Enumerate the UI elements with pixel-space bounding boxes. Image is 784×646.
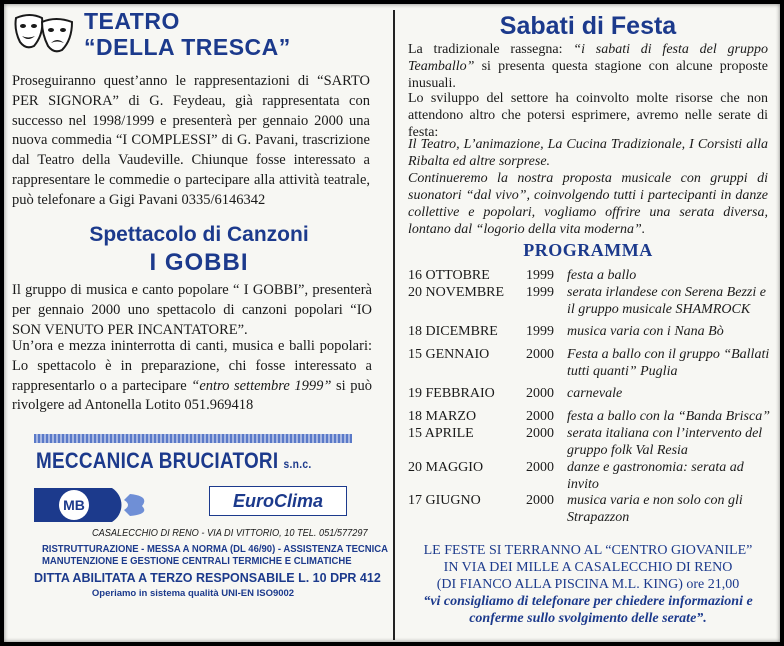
event-date: 18 DICEMBRE: [408, 324, 498, 339]
venue-advice: “vi consigliamo di telefonare per chiedere informazioni e conferme sullo svolgimento delle serate”.: [423, 594, 753, 626]
event-year: 2000: [526, 426, 554, 441]
sabati-paragraph-2: Lo sviluppo del settore ha coinvolto molte risorse che non attendono altro che potersi esprimere, avremo nelle serate di festa:: [408, 91, 768, 140]
teatro-title-line1: TEATRO: [84, 8, 180, 34]
teatro-body: Proseguiranno quest’anno le rappresentazioni di “SARTO PER SIGNORA” di G. Feydeau, già rappresentata con successo nel 1998/1999 e presenterà per gennaio 2000 una nuova commedia “I COMPLESSI” di G. Pavani, trascrizione dal Teatro della Vaudeville. Chiunque fosse interessato a rappresentare le commedie o partecipare alla attività teatrale, può telefonare a Gigi Pavani 0335/6146342: [12, 73, 370, 208]
venue-footer: [396, 542, 780, 627]
ad-line-3: DITTA ABILITATA A TERZO RESPONSABILE L. 10 DPR 412: [34, 571, 381, 585]
sabati-intro-start: La tradizionale rassegna:: [408, 42, 574, 57]
event-date: 20 NOVEMBRE: [408, 285, 505, 300]
sabati-paragraph-4: Continueremo la nostra proposta musicale con gruppi di suonatori “dal vivo”, coinvolgendo tutti i partecipanti in danze collettive e popolari, vogliamo offrire una serata diversa, lontano dal “logorio della vita moderna”.: [408, 171, 768, 237]
ad-company-suffix: s.n.c.: [283, 457, 312, 471]
event-date: 18 MARZO: [408, 409, 477, 424]
event-year: 2000: [526, 347, 554, 362]
sabati-paragraph-3: Il Teatro, L’animazione, La Cucina Tradizionale, I Corsisti alla Ribalta ed altre sorprese.: [408, 137, 768, 169]
ad-company: MECCANICA BRUCIATORI: [36, 448, 279, 473]
event-year: 2000: [526, 409, 554, 424]
canzoni-body-1: Il gruppo di musica e canto popolare “ I GOBBI”, presenterà per gennaio 2000 uno spettacolo di canzoni popolari “IO SON VENUTO PER INCANTATORE”.: [12, 282, 372, 338]
ad-company-name: [36, 448, 311, 474]
venue-line-3: (DI FIANCO ALLA PISCINA M.L. KING) ore 21,00: [436, 577, 740, 592]
event-year: 2000: [526, 493, 554, 508]
sabati-intro-italic: “i sabati di festa del gruppo Teamballo”: [408, 42, 768, 74]
event-year: 2000: [526, 386, 554, 401]
event-desc: serata irlandese con Serena Bezzi e il gruppo musicale SHAMROCK: [567, 285, 766, 317]
ad-line-4: Operiamo in sistema qualità UNI-EN ISO9002: [91, 588, 295, 599]
gobbi-title: I GOBBI: [149, 249, 249, 276]
canzoni-body-2-start: Un’ora e mezza ininterrotta di canti, musica e balli popolari: Lo spettacolo è in preparazione, chi fosse interessato a rappresentarlo o a partecipare: [12, 338, 372, 394]
mb-logo-icon: [34, 482, 154, 528]
canzoni-body-2-end: si può rivolgere ad Antonella Lotito 051.969418: [12, 377, 373, 414]
sabati-title: Sabati di Festa: [499, 12, 677, 40]
teatro-title: [84, 8, 291, 60]
event-desc: carnevale: [567, 386, 623, 401]
event-desc: musica varia e non solo con gli Strapazzon: [567, 493, 743, 525]
canzoni-body-2: [12, 337, 372, 416]
event-desc: danze e gastronomia: serata ad invito: [567, 460, 744, 492]
event-year: 1999: [526, 268, 554, 283]
programma-title: PROGRAMMA: [523, 240, 653, 260]
event-date: 15 GENNAIO: [408, 347, 490, 362]
ad-services: [34, 544, 389, 601]
event-date: 19 FEBBRAIO: [408, 386, 495, 401]
canzoni-title: Spettacolo di Canzoni: [89, 223, 309, 246]
column-divider: [393, 10, 395, 640]
event-date: 17 GIUGNO: [408, 493, 481, 508]
euroclima-logo: EuroClima: [209, 486, 347, 516]
venue-line-2: IN VIA DEI MILLE A CASALECCHIO DI RENO: [443, 560, 733, 575]
advertisement: [34, 434, 389, 604]
event-date: 15 APRILE: [408, 426, 474, 441]
sabati-intro: [408, 41, 768, 92]
event-year: 2000: [526, 460, 554, 475]
ad-line-2: MANUTENZIONE E GESTIONE CENTRALI TERMICHE E CLIMATICHE: [41, 556, 352, 567]
theater-masks-icon: [12, 12, 76, 56]
event-date: 20 MAGGIO: [408, 460, 484, 475]
teatro-title-line2: “DELLA TRESCA”: [84, 34, 291, 60]
event-date: 16 OTTOBRE: [408, 268, 490, 283]
ad-line-1: RISTRUTTURAZIONE - MESSA A NORMA (DL 46/90) - ASSISTENZA TECNICA: [41, 544, 389, 555]
event-desc: Festa a ballo con il gruppo “Ballati tutti quanti” Puglia: [567, 347, 770, 379]
event-year: 1999: [526, 285, 554, 300]
ad-address: CASALECCHIO DI RENO - VIA DI VITTORIO, 10 TEL. 051/577297: [92, 528, 368, 539]
event-desc: festa a ballo con la “Banda Brisca”: [567, 409, 770, 424]
ad-top-band: [34, 434, 352, 443]
sabati-intro-end: si presenta questa stagione con alcune proposte inusuali.: [408, 59, 768, 91]
mb-logo-letters: MB: [63, 497, 85, 513]
event-desc: serata italiana con l’intervento del gruppo folk Val Resia: [567, 426, 763, 458]
event-desc: musica varia con i Nana Bò: [567, 324, 724, 339]
event-year: 1999: [526, 324, 554, 339]
event-desc: festa a ballo: [567, 268, 637, 283]
flyer-page: [4, 4, 780, 642]
canzoni-body-2-italic: “entro settembre 1999”: [191, 377, 332, 394]
venue-line-1: LE FESTE SI TERRANNO AL “CENTRO GIOVANILE”: [423, 543, 753, 558]
